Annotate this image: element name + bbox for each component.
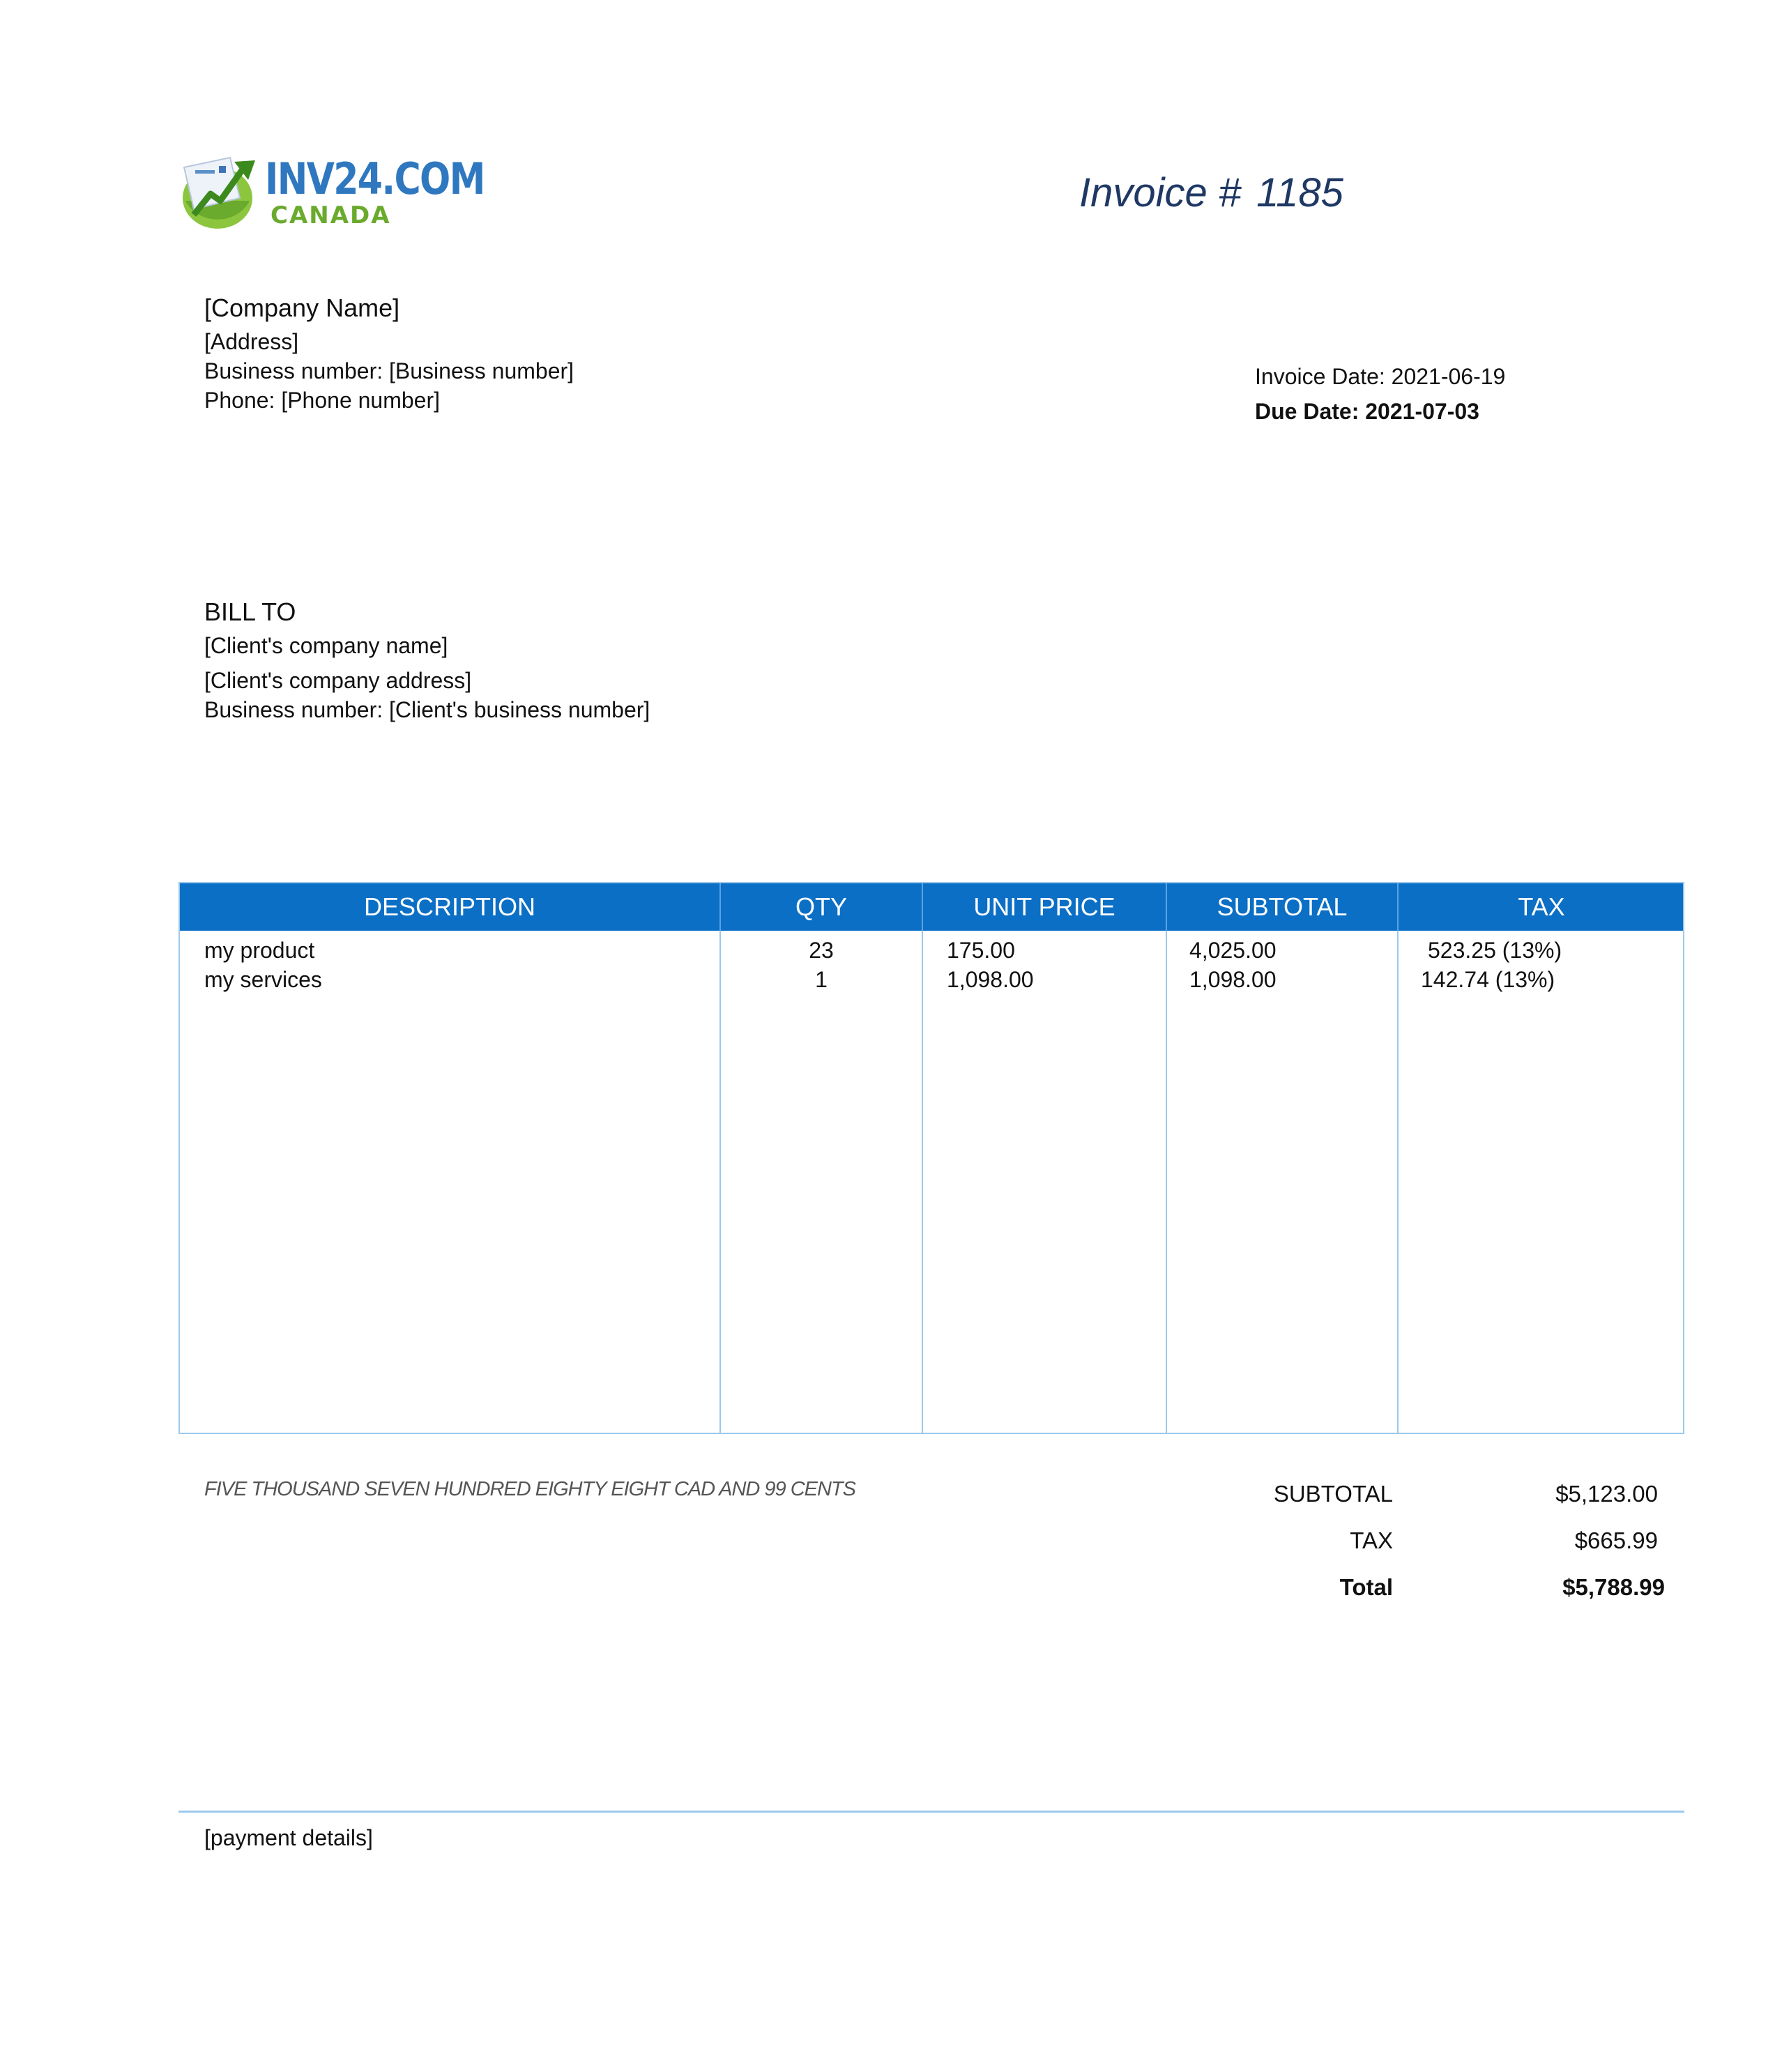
column-divider <box>922 883 923 1433</box>
due-date: Due Date: 2021-07-03 <box>1255 399 1479 424</box>
header-divider <box>719 883 721 931</box>
logo-chart-icon <box>180 155 261 231</box>
row-2-subtotal: 1,098.00 <box>1189 967 1277 992</box>
header-divider <box>922 883 923 931</box>
invoice-title <box>1079 170 1343 215</box>
invoice-date: Invoice Date: 2021-06-19 <box>1255 364 1506 389</box>
header-tax: TAX <box>1518 892 1565 921</box>
header-description: DESCRIPTION <box>363 892 536 921</box>
tax-label: TAX <box>1350 1528 1393 1553</box>
header-qty: QTY <box>795 892 847 921</box>
column-divider <box>1166 883 1167 1433</box>
header-unit-price: UNIT PRICE <box>973 892 1115 921</box>
row-1-tax: 523.25 (13%) <box>1428 938 1562 963</box>
company-address: [Address] <box>204 329 299 354</box>
column-divider <box>1397 883 1399 1433</box>
row-2-description: my services <box>204 967 322 992</box>
table-header <box>180 883 1683 931</box>
subtotal-label: SUBTOTAL <box>1273 1481 1393 1507</box>
row-1-unit-price: 175.00 <box>947 938 1015 963</box>
total-label: Total <box>1339 1574 1393 1600</box>
invoice-number: 1185 <box>1256 170 1343 215</box>
items-table <box>178 882 1684 1434</box>
row-2-qty: 1 <box>815 967 828 992</box>
subtotal-value: $5,123.00 <box>1555 1481 1658 1507</box>
company-name: [Company Name] <box>204 294 400 322</box>
client-company-address: [Client's company address] <box>204 668 472 693</box>
client-business-number: Business number: [Client's business number] <box>204 697 650 722</box>
company-business-number: Business number: [Business number] <box>204 358 574 383</box>
column-divider <box>719 883 721 1433</box>
row-1-subtotal: 4,025.00 <box>1189 938 1277 963</box>
amount-in-words: FIVE THOUSAND SEVEN HUNDRED EIGHTY EIGHT CAD AND 99 CENTS <box>204 1478 855 1500</box>
company-phone: Phone: [Phone number] <box>204 388 441 413</box>
invoice-title-prefix: Invoice # <box>1079 170 1242 215</box>
client-company-name: [Client's company name] <box>204 633 448 658</box>
row-1-qty: 23 <box>809 938 834 963</box>
total-value: $5,788.99 <box>1562 1574 1665 1600</box>
header-subtotal: SUBTOTAL <box>1217 892 1348 921</box>
header-divider <box>1166 883 1167 931</box>
logo-wordmark: INV24.COM <box>265 153 485 204</box>
row-1-description: my product <box>204 938 315 963</box>
payment-details: [payment details] <box>204 1825 373 1850</box>
footer-divider <box>178 1811 1684 1813</box>
company-logo <box>180 153 485 231</box>
row-2-unit-price: 1,098.00 <box>947 967 1034 992</box>
logo-country: CANADA <box>271 201 391 229</box>
bill-to-heading: BILL TO <box>204 597 296 626</box>
tax-value: $665.99 <box>1574 1528 1658 1553</box>
header-divider <box>1397 883 1399 931</box>
row-2-tax: 142.74 (13%) <box>1421 967 1555 992</box>
